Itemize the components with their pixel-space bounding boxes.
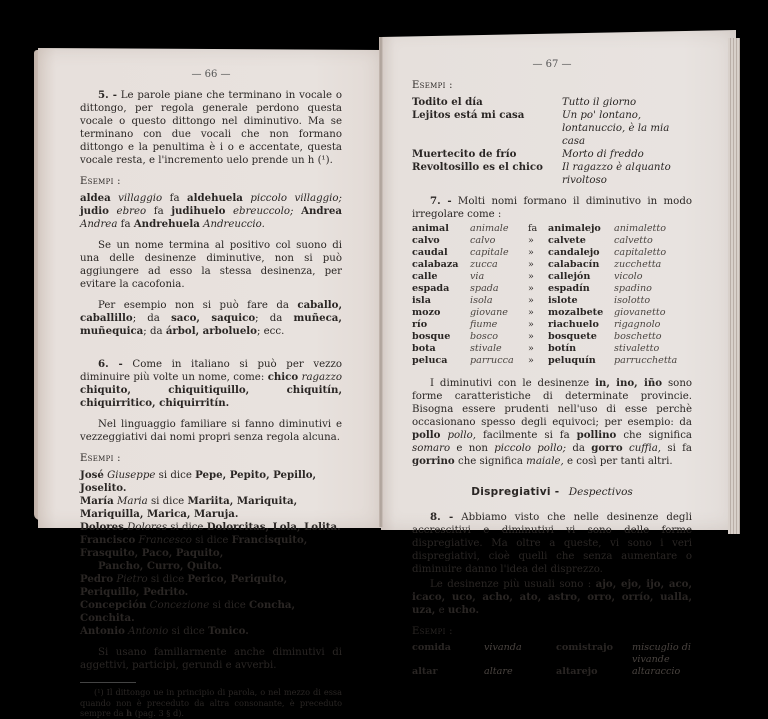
- italian-word: ebreo: [116, 206, 147, 217]
- text-fragment: »: [528, 355, 534, 366]
- text-fragment: »: [528, 331, 534, 342]
- text-fragment: stivale: [470, 343, 502, 354]
- text-fragment: »: [528, 343, 534, 354]
- text-fragment: »: [528, 295, 534, 306]
- text-fragment: che significa: [457, 456, 523, 467]
- right-page-edge: [728, 38, 740, 534]
- text-fragment: calvo: [412, 235, 440, 246]
- text-fragment: che significa: [623, 430, 692, 441]
- text-fragment: maiale,: [526, 456, 564, 467]
- example-line: [80, 192, 342, 231]
- text-fragment: zucchetta: [614, 259, 662, 270]
- footnote-text: Il dittongo ue in principio di parola, o nel mezzo di essa quando non è preceduto da altra consonante, è preceduto sempre da: [80, 687, 343, 718]
- text-fragment: animalejo: [548, 223, 601, 234]
- text-fragment: fiume: [470, 319, 498, 330]
- text-fragment: Dolorcitas, Lola, Lolita.: [206, 521, 341, 533]
- text-fragment: e così per tanti altri.: [567, 456, 673, 467]
- text-fragment: altarejo: [556, 666, 598, 677]
- text-fragment: gorro: [591, 442, 623, 454]
- text-fragment: stivaletto: [614, 343, 660, 354]
- spanish-forms: chiquito, chiquitiquillo, chiquitín, chiquirritico, chiquirritín.: [80, 384, 342, 409]
- text-fragment: candalejo: [548, 247, 600, 258]
- paragraph-familiare: Nel linguaggio familiare si fanno diminutivi e vezzeggiativi dai nomi propri senza regola alcuna.: [80, 419, 342, 443]
- text-fragment: si dice: [195, 535, 229, 546]
- list-item-continuation: [80, 560, 342, 573]
- text-fragment: peluquín: [548, 355, 596, 366]
- text-fragment: in, ino, iño: [595, 377, 663, 389]
- esempi-label: Esempi :: [412, 626, 453, 637]
- text-fragment: somaro: [412, 443, 451, 454]
- text-fragment: e non: [456, 443, 488, 454]
- text-fragment: Perico, Periquito, Periquillo, Pedrito.: [80, 573, 288, 598]
- spanish-word: aldehuela: [187, 192, 243, 204]
- text-fragment: spada: [470, 283, 499, 294]
- text-fragment: si fa: [667, 443, 692, 454]
- text-fragment: gorrino: [412, 455, 455, 467]
- esempi-label: Esempi :: [80, 176, 121, 187]
- text-fragment: espadín: [548, 283, 590, 294]
- italian-phrase: Tutto il giorno: [562, 97, 637, 108]
- text-fragment: »: [528, 283, 534, 294]
- paragraph-aggettivi: Si usano familiarmente anche diminutivi di aggettivi, participi, gerundi e avverbi.: [80, 647, 342, 671]
- spanish-word: saco, saquico: [171, 312, 256, 324]
- footnote-mark: (¹): [94, 687, 104, 697]
- italian-phrase: Il ragazzo è alquanto rivoltoso: [562, 162, 671, 186]
- text-fragment: río: [412, 319, 428, 330]
- spanish-word: judihuelo: [171, 205, 226, 217]
- footnote-letter: h: [126, 708, 133, 718]
- text-fragment: Mariita, Mariquita, Mariquilla, Marica, Maruja.: [80, 495, 298, 520]
- text-fragment: Pepe, Pepito, Pepillo, Joselito.: [80, 469, 317, 494]
- text-fragment: bosco: [470, 331, 498, 342]
- section-number: 7. -: [430, 195, 452, 207]
- text-fragment: islote: [548, 295, 578, 306]
- text-fragment: Francisquito, Frasquito, Paco, Paquito,: [80, 534, 308, 559]
- text-fragment: capitale: [470, 247, 509, 258]
- text-fragment: mozalbete: [548, 307, 604, 318]
- italian-word: piccolo villaggio;: [250, 193, 342, 204]
- text-fragment: giovanetto: [614, 307, 666, 318]
- text-fragment: José: [80, 469, 104, 481]
- italian-word: ragazzo: [301, 372, 342, 383]
- footnote-text: (pag. 3 § d).: [134, 708, 185, 718]
- text-fragment: I diminutivi con le desinenze: [430, 378, 590, 389]
- text: ; ecc.: [256, 326, 285, 337]
- text-fragment: isolotto: [614, 295, 651, 306]
- text-fragment: peluca: [412, 355, 448, 366]
- text-fragment: altar: [412, 666, 438, 677]
- footnote: [80, 687, 342, 719]
- spanish-phrase: Revoltosillo es el chico: [412, 161, 543, 173]
- text-fragment: calabacín: [548, 259, 600, 270]
- text: Come in italiano si può per vezzo diminuire più volte un nome, come:: [80, 359, 342, 383]
- phrase-examples: [412, 96, 692, 187]
- spanish-word: Andrehuela: [133, 218, 200, 230]
- text-fragment: »: [528, 271, 534, 282]
- text-fragment: mozo: [412, 307, 441, 318]
- section-text: Le parole piane che terminano in vocale o dittongo, per regola generale perdono questa vocale o questo dittongo nel diminutivo. Ma se terminano con due vocali che non formano dittongo e la penultima è i o e accentate, questa vocale resta, e l'incremento uelo prende un h (¹).: [80, 90, 342, 166]
- page-number: — 66 —: [191, 69, 231, 80]
- text-fragment: Antonio: [80, 625, 125, 637]
- section-text: Molti nomi formano il diminutivo in modo irregolare come :: [412, 196, 692, 220]
- text: ; da: [143, 326, 163, 337]
- text-fragment: vivanda: [484, 642, 522, 653]
- text-fragment: isola: [470, 295, 493, 306]
- text-fragment: caudal: [412, 247, 448, 258]
- text-fragment: calabaza: [412, 259, 459, 270]
- text-fragment: espada: [412, 283, 450, 294]
- text-fragment: Francesco: [138, 535, 192, 546]
- paragraph-province: [412, 377, 692, 468]
- connector: fa: [120, 219, 131, 230]
- spanish-phrase: Muertecito de frío: [412, 148, 517, 160]
- paragraph-cacofonia: Se un nome termina al positivo col suono di una delle desinenze diminutive, non si può aggiungere ad esso la stessa desinenza, per evitare la cacofonia.: [80, 240, 342, 290]
- spanish-word: muñeca, muñequica: [80, 312, 342, 337]
- text-fragment: Tonico.: [208, 625, 249, 637]
- text-fragment: María: [80, 495, 114, 507]
- text-fragment: parrucca: [470, 355, 514, 366]
- section-7: [412, 195, 692, 221]
- text-fragment: calvetto: [614, 235, 653, 246]
- spanish-word: judio: [80, 205, 109, 217]
- text-fragment: Francisco: [80, 534, 136, 546]
- text-fragment: »: [528, 235, 534, 246]
- text-fragment: vicolo: [614, 271, 643, 282]
- section-number: 8. -: [430, 511, 454, 523]
- text-fragment: altaraccio: [632, 666, 681, 677]
- italian-word: Andreuccio.: [203, 219, 265, 230]
- connector: fa: [169, 193, 180, 204]
- book-spine: [379, 37, 383, 527]
- text-fragment: botín: [548, 343, 577, 354]
- text-fragment: isla: [412, 295, 431, 306]
- text-fragment: fa: [528, 223, 538, 234]
- text-fragment: piccolo pollo;: [494, 443, 567, 454]
- text-fragment: spadino: [614, 283, 652, 294]
- text-fragment: si dice: [212, 600, 246, 611]
- section-5: [80, 89, 342, 167]
- esempi-label: Esempi :: [412, 80, 453, 91]
- section-8: [412, 511, 692, 576]
- text-fragment: parrucchetta: [614, 355, 678, 366]
- section-number: 6. -: [98, 358, 123, 370]
- text-fragment: Dolores: [127, 522, 167, 533]
- text-fragment: giovane: [470, 307, 508, 318]
- text-fragment: calle: [412, 271, 438, 282]
- spanish-word: caballo, caballillo: [80, 299, 342, 324]
- text-fragment: sono forme caratteristiche di determinate provincie. Bisogna essere prudenti nell'uso di esse perchè occasionano spesso degli equivoci; per esempio: da: [412, 378, 693, 428]
- text-fragment: bosque: [412, 331, 451, 342]
- paragraph-desinenze: [412, 578, 692, 617]
- text-fragment: Pedro: [80, 573, 114, 585]
- heading-spanish: Despectivos: [568, 486, 633, 498]
- text-fragment: pollo,: [447, 430, 476, 441]
- text-fragment: calvete: [548, 235, 586, 246]
- text-fragment: callejón: [548, 271, 591, 282]
- list-item: [80, 469, 342, 495]
- spanish-word: Andrea: [301, 205, 342, 217]
- italian-phrase: Morto di freddo: [562, 149, 644, 160]
- text-fragment: animal: [412, 223, 449, 234]
- italian-phrase: Un po' lontano, lontanuccio, è la mia casa: [562, 110, 670, 147]
- text-fragment: ucho.: [447, 604, 480, 616]
- italian-word: villaggio: [118, 193, 163, 204]
- text-fragment: si dice: [158, 470, 192, 481]
- text-fragment: si dice: [171, 626, 205, 637]
- list-item: [80, 625, 342, 638]
- text-fragment: »: [528, 247, 534, 258]
- text-fragment: animale: [470, 223, 509, 234]
- list-item: [80, 599, 342, 625]
- text-fragment: via: [470, 271, 485, 282]
- despectivos-table: [412, 642, 692, 678]
- text-fragment: calvo: [470, 235, 496, 246]
- text-fragment: Antonio: [128, 626, 169, 637]
- footnote-divider: [80, 682, 136, 683]
- names-list: [80, 469, 342, 638]
- paragraph-esempio: [80, 299, 342, 338]
- text-fragment: Concha, Conchita.: [80, 599, 296, 624]
- section-6: [80, 358, 342, 410]
- text-fragment: pollino: [576, 429, 617, 441]
- text-fragment: comida: [412, 642, 451, 653]
- text-fragment: Maria: [116, 496, 148, 507]
- text-fragment: cuffia,: [628, 443, 662, 454]
- list-item: [80, 521, 342, 534]
- heading-italian: Dispregiativi -: [471, 486, 560, 498]
- text-fragment: da: [572, 443, 585, 454]
- text-fragment: Concepción: [80, 599, 147, 611]
- text-fragment: Dolores: [80, 521, 124, 533]
- connector: fa: [153, 206, 164, 217]
- text-fragment: capitaletto: [614, 247, 667, 258]
- text-fragment: Le desinenze più usuali sono :: [430, 579, 592, 590]
- section-text: Abbiamo visto che nelle desinenze degli accrescitivi e diminutivi vi sono delle forme dispregiative. Ma oltre a queste, vi sono i veri dispregiativi, cioè quelli che senza aumentare o diminuire danno l'idea del disprezzo.: [412, 512, 692, 575]
- list-item: [80, 534, 342, 560]
- text: ; da: [132, 313, 160, 324]
- text-fragment: animaletto: [614, 223, 667, 234]
- text-fragment: si dice: [170, 522, 204, 533]
- spanish-word: chico: [267, 371, 299, 383]
- text-fragment: zucca: [470, 259, 498, 270]
- text-fragment: si dice: [150, 496, 185, 507]
- italian-word: Andrea: [80, 219, 118, 230]
- text-fragment: Pancho, Curro, Quito.: [98, 560, 223, 572]
- italian-word: ebreuccolo;: [233, 206, 294, 217]
- irregular-diminutives-table: [412, 223, 692, 367]
- text-fragment: pollo: [412, 429, 441, 441]
- text-fragment: »: [528, 259, 534, 270]
- section-number: 5. -: [98, 89, 117, 101]
- spanish-word: árbol, arboluelo: [165, 325, 257, 337]
- left-page-content: [80, 68, 342, 719]
- text: Per esempio non si può fare da: [98, 300, 289, 311]
- text-fragment: Concezione: [149, 600, 210, 611]
- text-fragment: »: [528, 307, 534, 318]
- text-fragment: bosquete: [548, 331, 597, 342]
- text-fragment: rigagnolo: [614, 319, 661, 330]
- text-fragment: comistrajo: [556, 642, 614, 653]
- text: ; da: [255, 313, 283, 324]
- text-fragment: Giuseppe: [107, 470, 156, 481]
- text-fragment: bota: [412, 343, 436, 354]
- spanish-phrase: Lejitos está mi casa: [412, 109, 525, 121]
- text-fragment: riachuelo: [548, 319, 599, 330]
- section-heading: [412, 486, 692, 499]
- esempi-label: Esempi :: [80, 453, 121, 464]
- text-fragment: ajo, ejo, ijo, aco, icaco, uco, acho, ato, astro, orro, orrío, ualla, uza,: [412, 578, 692, 616]
- right-page-content: [412, 58, 692, 678]
- text-fragment: Pietro: [116, 574, 148, 585]
- text-fragment: boschetto: [614, 331, 662, 342]
- text-fragment: e: [438, 605, 445, 616]
- text-fragment: facilmente si fa: [482, 430, 570, 441]
- text-fragment: »: [528, 319, 534, 330]
- spanish-word: aldea: [80, 192, 111, 204]
- text-fragment: si dice: [150, 574, 185, 585]
- text-fragment: miscuglio di vivande: [632, 642, 691, 665]
- text-fragment: altare: [484, 666, 513, 677]
- list-item: [80, 495, 342, 521]
- page-number: — 67 —: [532, 59, 572, 70]
- spanish-phrase: Todito el día: [412, 96, 483, 108]
